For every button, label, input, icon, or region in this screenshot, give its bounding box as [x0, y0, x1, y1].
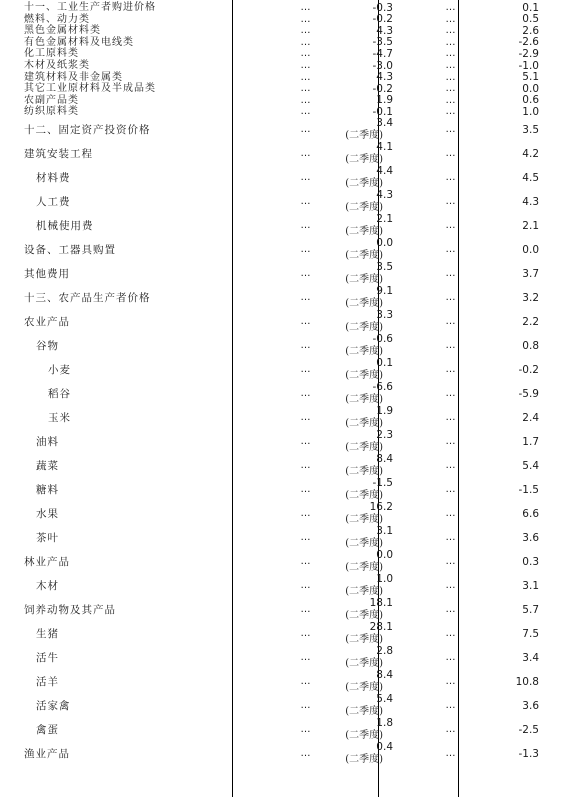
ellipsis-placeholder: …: [445, 13, 455, 25]
row-label: 茶叶: [36, 532, 59, 544]
row-label: 其它工业原材料及半成品类: [24, 83, 156, 95]
row-value-column-2: 1.9: [376, 405, 393, 417]
row-value-column-2: 4.3: [376, 71, 393, 84]
ellipsis-placeholder: …: [300, 172, 310, 183]
row-value-column-3: -5.9: [518, 387, 539, 400]
ellipsis-placeholder: …: [300, 71, 310, 83]
table-row: [0, 83, 572, 95]
quarter-note: (二季度): [345, 729, 383, 741]
ellipsis-placeholder: …: [445, 220, 455, 231]
table-row: [0, 646, 572, 670]
table-row: [0, 454, 572, 478]
row-value-column-2: -0.1: [372, 105, 393, 118]
ellipsis-placeholder: …: [300, 556, 310, 567]
table-row: [0, 262, 572, 286]
table-row: [0, 598, 572, 622]
quarter-note: (二季度): [345, 369, 383, 381]
row-label: 建筑材料及非金属类: [24, 71, 123, 83]
row-value-column-2: 3.4: [376, 117, 393, 129]
ellipsis-placeholder: …: [445, 532, 455, 543]
table-row: [0, 526, 572, 550]
ellipsis-placeholder: …: [445, 172, 455, 183]
ellipsis-placeholder: …: [300, 25, 310, 37]
row-value-column-2: 16.2: [369, 501, 393, 513]
table-row: [0, 72, 572, 84]
ellipsis-placeholder: …: [300, 532, 310, 543]
row-value-column-2: 9.1: [376, 285, 393, 297]
row-value-column-3: 3.6: [522, 699, 539, 712]
row-value-column-3: 0.6: [522, 94, 539, 107]
table-row: [0, 95, 572, 107]
row-label: 燃料、动力类: [24, 13, 90, 25]
quarter-note: (二季度): [345, 273, 383, 285]
row-value-column-3: 5.1: [522, 71, 539, 84]
row-value-column-2: 2.1: [376, 213, 393, 225]
quarter-note: (二季度): [345, 513, 383, 525]
row-value-column-3: -0.2: [518, 363, 539, 376]
ellipsis-placeholder: …: [445, 316, 455, 327]
row-value-column-2: -0.2: [372, 13, 393, 26]
row-value-column-3: 0.0: [522, 243, 539, 256]
row-value-column-2: 4.1: [376, 141, 393, 153]
quarter-note: (二季度): [345, 705, 383, 717]
ellipsis-placeholder: …: [300, 292, 310, 303]
row-label: 木材: [36, 580, 59, 592]
row-value-column-3: 10.8: [515, 675, 539, 688]
row-value-column-3: 5.7: [522, 603, 539, 616]
ellipsis-placeholder: …: [300, 508, 310, 519]
quarter-note: (二季度): [345, 657, 383, 669]
ellipsis-placeholder: …: [300, 2, 310, 13]
quarter-note: (二季度): [345, 129, 383, 141]
ellipsis-placeholder: …: [445, 556, 455, 567]
quarter-note: (二季度): [345, 441, 383, 453]
row-value-column-2: 1.8: [376, 717, 393, 729]
ellipsis-placeholder: …: [445, 388, 455, 399]
table-row: [0, 718, 572, 742]
table-row: [0, 214, 572, 238]
table-row: [0, 25, 572, 37]
row-value-column-3: 1.7: [522, 435, 539, 448]
row-label: 农业产品: [24, 316, 70, 328]
ellipsis-placeholder: …: [300, 244, 310, 255]
row-label: 水果: [36, 508, 59, 520]
quarter-note: (二季度): [345, 249, 383, 261]
ellipsis-placeholder: …: [300, 364, 310, 375]
ellipsis-placeholder: …: [300, 48, 310, 60]
quarter-note: (二季度): [345, 321, 383, 333]
row-value-column-3: 2.1: [522, 219, 539, 232]
row-value-column-2: -3.0: [372, 59, 393, 72]
row-label: 生猪: [36, 628, 59, 640]
ellipsis-placeholder: …: [445, 604, 455, 615]
row-label: 渔业产品: [24, 748, 70, 760]
row-value-column-3: 6.6: [522, 507, 539, 520]
row-label: 林业产品: [24, 556, 70, 568]
ellipsis-placeholder: …: [300, 60, 310, 71]
quarter-note: (二季度): [345, 537, 383, 549]
ellipsis-placeholder: …: [445, 676, 455, 687]
ellipsis-placeholder: …: [300, 36, 310, 48]
ellipsis-placeholder: …: [445, 340, 455, 351]
row-value-column-2: 1.0: [376, 573, 393, 585]
row-value-column-3: 4.3: [522, 195, 539, 208]
row-value-column-3: 7.5: [522, 627, 539, 640]
ellipsis-placeholder: …: [445, 124, 455, 135]
row-label: 糖料: [36, 484, 59, 496]
ellipsis-placeholder: …: [300, 83, 310, 95]
ellipsis-placeholder: …: [300, 580, 310, 591]
row-value-column-2: 3.1: [376, 525, 393, 537]
row-value-column-3: 1.0: [522, 105, 539, 118]
ellipsis-placeholder: …: [300, 604, 310, 615]
table-row: [0, 2, 572, 14]
quarter-note: (二季度): [345, 225, 383, 237]
ellipsis-placeholder: …: [300, 316, 310, 327]
ellipsis-placeholder: …: [300, 676, 310, 687]
row-value-column-2: 18.1: [369, 597, 393, 609]
ellipsis-placeholder: …: [300, 724, 310, 735]
row-label: 油料: [36, 436, 59, 448]
quarter-note: (二季度): [345, 585, 383, 597]
table-row: [0, 106, 572, 118]
ellipsis-placeholder: …: [445, 83, 455, 95]
quarter-note: (二季度): [345, 633, 383, 645]
ellipsis-placeholder: …: [445, 748, 455, 759]
row-value-column-3: 2.4: [522, 411, 539, 424]
row-label: 纺织原料类: [24, 106, 79, 118]
quarter-note: (二季度): [345, 393, 383, 405]
row-label: 农副产品类: [24, 94, 79, 106]
ellipsis-placeholder: …: [445, 148, 455, 159]
row-label: 建筑安装工程: [24, 148, 93, 160]
ellipsis-placeholder: …: [300, 94, 310, 106]
table-row: [0, 694, 572, 718]
table-row: [0, 14, 572, 26]
ellipsis-placeholder: …: [445, 48, 455, 60]
table-row: [0, 238, 572, 262]
ellipsis-placeholder: …: [445, 508, 455, 519]
ellipsis-placeholder: …: [300, 412, 310, 423]
row-label: 活牛: [36, 652, 59, 664]
row-label: 谷物: [36, 340, 59, 352]
ellipsis-placeholder: …: [300, 268, 310, 279]
row-value-column-3: 2.2: [522, 315, 539, 328]
row-value-column-2: 4.3: [376, 189, 393, 201]
quarter-note: (二季度): [345, 297, 383, 309]
table-row: [0, 37, 572, 49]
ellipsis-placeholder: …: [300, 460, 310, 471]
quarter-note: (二季度): [345, 177, 383, 189]
table-row: [0, 334, 572, 358]
ellipsis-placeholder: …: [300, 148, 310, 159]
row-label: 稻谷: [48, 388, 71, 400]
row-label: 有色金属材料及电线类: [24, 36, 134, 48]
ellipsis-placeholder: …: [445, 460, 455, 471]
table-row: [0, 670, 572, 694]
table-row: [0, 358, 572, 382]
row-value-column-2: -0.3: [372, 1, 393, 14]
row-value-column-3: 0.8: [522, 339, 539, 352]
row-value-column-2: 8.4: [376, 669, 393, 681]
row-label: 十二、固定资产投资价格: [24, 124, 151, 136]
table-row: [0, 60, 572, 72]
row-value-column-3: 3.7: [522, 267, 539, 280]
row-label: 十一、工业生产者购进价格: [24, 2, 156, 13]
ellipsis-placeholder: …: [445, 196, 455, 207]
row-value-column-2: -3.5: [372, 36, 393, 49]
row-value-column-2: 5.4: [376, 693, 393, 705]
row-label: 饲养动物及其产品: [24, 604, 116, 616]
table-row: [0, 190, 572, 214]
row-label: 蔬菜: [36, 460, 59, 472]
ellipsis-placeholder: …: [445, 71, 455, 83]
row-value-column-2: 0.4: [376, 741, 393, 753]
row-label: 活家禽: [36, 700, 71, 712]
row-label: 其他费用: [24, 268, 70, 280]
row-value-column-3: 4.2: [522, 147, 539, 160]
row-value-column-2: -4.7: [372, 47, 393, 60]
ellipsis-placeholder: …: [445, 60, 455, 71]
table-row: [0, 502, 572, 526]
ellipsis-placeholder: …: [445, 268, 455, 279]
row-value-column-2: 28.1: [369, 621, 393, 633]
ellipsis-placeholder: …: [445, 106, 455, 118]
row-value-column-3: 0.5: [522, 13, 539, 26]
table-row: [0, 430, 572, 454]
row-label: 木材及纸浆类: [24, 60, 90, 71]
row-value-column-3: 3.6: [522, 531, 539, 544]
table-row: [0, 478, 572, 502]
ellipsis-placeholder: …: [445, 436, 455, 447]
table-row: [0, 382, 572, 406]
row-label: 玉米: [48, 412, 71, 424]
row-value-column-2: 1.9: [376, 94, 393, 107]
row-value-column-3: -1.0: [518, 59, 539, 72]
table-row: [0, 310, 572, 334]
row-label: 人工费: [36, 196, 71, 208]
ellipsis-placeholder: …: [445, 94, 455, 106]
quarter-note: (二季度): [345, 561, 383, 573]
table-row: [0, 142, 572, 166]
row-value-column-2: 2.8: [376, 645, 393, 657]
row-value-column-3: -1.3: [518, 747, 539, 760]
ellipsis-placeholder: …: [300, 106, 310, 118]
ellipsis-placeholder: …: [445, 244, 455, 255]
quarter-note: (二季度): [345, 201, 383, 213]
quarter-note: (二季度): [345, 345, 383, 357]
ellipsis-placeholder: …: [300, 436, 310, 447]
table-row: [0, 622, 572, 646]
table-row: [0, 406, 572, 430]
ellipsis-placeholder: …: [300, 652, 310, 663]
quarter-note: (二季度): [345, 153, 383, 165]
table-row: [0, 48, 572, 60]
ellipsis-placeholder: …: [300, 628, 310, 639]
ellipsis-placeholder: …: [445, 36, 455, 48]
ellipsis-placeholder: …: [300, 124, 310, 135]
row-value-column-2: -0.6: [372, 333, 393, 345]
row-value-column-3: 2.6: [522, 24, 539, 37]
row-value-column-2: 0.0: [376, 237, 393, 249]
row-value-column-3: 5.4: [522, 459, 539, 472]
row-label: 活羊: [36, 676, 59, 688]
ellipsis-placeholder: …: [445, 292, 455, 303]
row-label: 机械使用费: [36, 220, 94, 232]
row-value-column-2: 4.4: [376, 165, 393, 177]
row-value-column-3: 4.5: [522, 171, 539, 184]
table-row: [0, 550, 572, 574]
quarter-note: (二季度): [345, 753, 383, 765]
row-label: 禽蛋: [36, 724, 59, 736]
table-row: [0, 118, 572, 142]
row-value-column-2: -0.2: [372, 82, 393, 95]
table-row: [0, 574, 572, 598]
row-label: 材料费: [36, 172, 71, 184]
quarter-note: (二季度): [345, 417, 383, 429]
ellipsis-placeholder: …: [300, 220, 310, 231]
row-value-column-3: 3.5: [522, 123, 539, 136]
row-value-column-2: 8.4: [376, 453, 393, 465]
row-value-column-2: -1.5: [372, 477, 393, 489]
table-row: [0, 166, 572, 190]
row-value-column-3: 3.4: [522, 651, 539, 664]
quarter-note: (二季度): [345, 609, 383, 621]
ellipsis-placeholder: …: [300, 340, 310, 351]
row-value-column-3: 0.0: [522, 82, 539, 95]
row-value-column-3: 3.1: [522, 579, 539, 592]
row-label: 小麦: [48, 364, 71, 376]
ellipsis-placeholder: …: [445, 724, 455, 735]
row-value-column-3: -2.6: [518, 36, 539, 49]
row-value-column-2: 3.5: [376, 261, 393, 273]
row-value-column-2: -6.6: [372, 381, 393, 393]
row-value-column-2: 0.0: [376, 549, 393, 561]
ellipsis-placeholder: …: [445, 652, 455, 663]
table-row: [0, 286, 572, 310]
ellipsis-placeholder: …: [300, 196, 310, 207]
row-label: 化工原料类: [24, 48, 79, 60]
row-label: 黑色金属材料类: [24, 25, 101, 37]
ellipsis-placeholder: …: [300, 13, 310, 25]
table-row: [0, 742, 572, 766]
row-value-column-2: 0.1: [376, 357, 393, 369]
quarter-note: (二季度): [345, 681, 383, 693]
row-value-column-3: 0.1: [522, 1, 539, 14]
ellipsis-placeholder: …: [445, 412, 455, 423]
ellipsis-placeholder: …: [445, 484, 455, 495]
ellipsis-placeholder: …: [445, 700, 455, 711]
ellipsis-placeholder: …: [300, 484, 310, 495]
row-value-column-3: -2.5: [518, 723, 539, 736]
row-value-column-3: 0.3: [522, 555, 539, 568]
ellipsis-placeholder: …: [445, 25, 455, 37]
ellipsis-placeholder: …: [300, 388, 310, 399]
ellipsis-placeholder: …: [445, 580, 455, 591]
row-value-column-2: 2.3: [376, 429, 393, 441]
ellipsis-placeholder: …: [445, 628, 455, 639]
row-value-column-3: 3.2: [522, 291, 539, 304]
ellipsis-placeholder: …: [300, 748, 310, 759]
ellipsis-placeholder: …: [445, 364, 455, 375]
quarter-note: (二季度): [345, 465, 383, 477]
row-value-column-3: -2.9: [518, 47, 539, 60]
ellipsis-placeholder: …: [445, 2, 455, 13]
row-label: 十三、农产品生产者价格: [24, 292, 151, 304]
row-value-column-2: 3.3: [376, 309, 393, 321]
row-value-column-2: 4.3: [376, 24, 393, 37]
row-value-column-3: -1.5: [518, 483, 539, 496]
quarter-note: (二季度): [345, 489, 383, 501]
ellipsis-placeholder: …: [300, 700, 310, 711]
row-label: 设备、工器具购置: [24, 244, 116, 256]
